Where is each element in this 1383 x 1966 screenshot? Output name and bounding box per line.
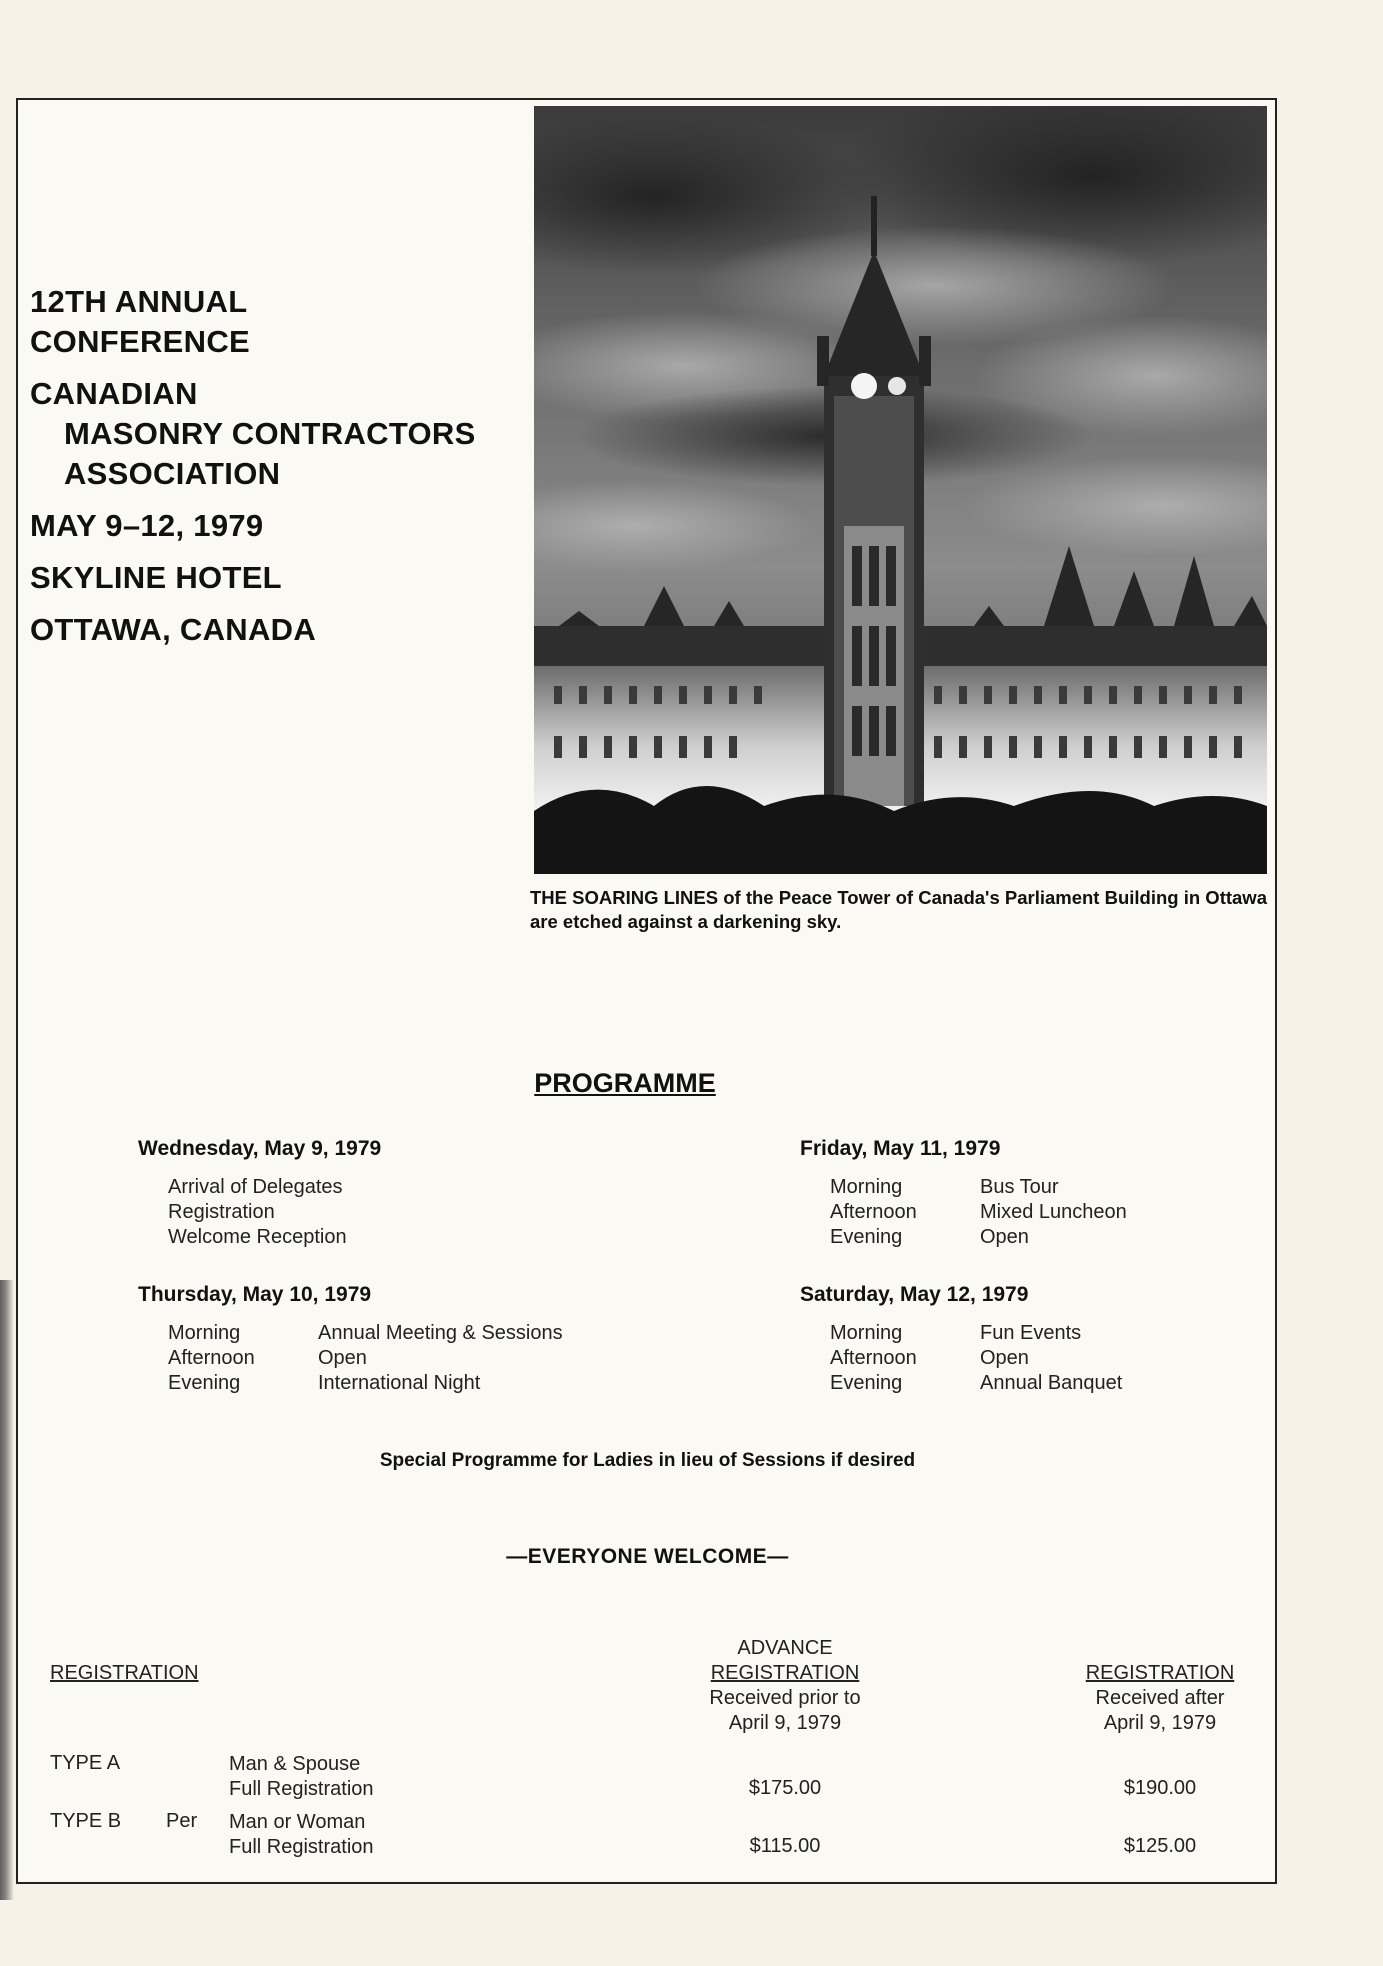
late-registration-header [1060, 1661, 1260, 1736]
time-of-day: Morning [830, 1176, 903, 1198]
day-heading: Friday, May 11, 1979 [800, 1137, 1001, 1160]
conference-venue: SKYLINE HOTEL [30, 560, 282, 595]
day-item [830, 1200, 1127, 1225]
type-a-desc1: Man & Spouse [229, 1753, 361, 1775]
day-saturday [800, 1283, 1122, 1396]
day-item [168, 1321, 563, 1346]
late-sub2: April 9, 1979 [1103, 1712, 1217, 1734]
day-heading: Wednesday, May 9, 1979 [138, 1137, 382, 1160]
day-wednesday [138, 1137, 381, 1250]
day-heading: Saturday, May 12, 1979 [800, 1283, 1029, 1306]
time-of-day: Afternoon [168, 1347, 255, 1369]
day-thursday [138, 1283, 563, 1396]
type-a-advance-price: $175.00 [748, 1777, 822, 1799]
event: Open [980, 1226, 1029, 1248]
time-of-day: Afternoon [830, 1201, 917, 1223]
type-a-late-price: $190.00 [1123, 1777, 1197, 1799]
everyone-welcome: —EVERYONE WELCOME— [506, 1545, 789, 1568]
time-of-day: Evening [168, 1372, 241, 1394]
advance-top: ADVANCE [737, 1637, 833, 1659]
org-line-canadian: CANADIAN [30, 376, 198, 411]
day-item [168, 1371, 563, 1396]
event: Open [980, 1347, 1029, 1369]
event: Open [318, 1347, 367, 1369]
type-a-label: TYPE A [50, 1752, 121, 1774]
advance-sub2: April 9, 1979 [728, 1712, 842, 1734]
page-edge-shadow [0, 1280, 14, 1900]
type-b-desc2: Full Registration [229, 1836, 374, 1858]
time-of-day: Afternoon [830, 1347, 917, 1369]
event: Mixed Luncheon [980, 1201, 1127, 1223]
day-item: Welcome Reception [168, 1226, 347, 1248]
event: Fun Events [980, 1322, 1082, 1344]
day-friday [800, 1137, 1127, 1250]
day-heading: Thursday, May 10, 1979 [138, 1283, 372, 1306]
programme-title: PROGRAMME [534, 1068, 716, 1098]
title-line-conference: CONFERENCE [30, 324, 251, 359]
day-item [830, 1371, 1122, 1396]
day-item [830, 1321, 1122, 1346]
day-item [830, 1175, 1127, 1200]
day-item: Arrival of Delegates [168, 1176, 343, 1198]
type-b-label: TYPE B [50, 1810, 122, 1832]
org-line-masonry: MASONRY CONTRACTORS [64, 416, 476, 451]
type-a-description [229, 1752, 374, 1802]
day-item [830, 1346, 1122, 1371]
time-of-day: Evening [830, 1226, 903, 1248]
type-b-advance-price: $115.00 [749, 1835, 821, 1857]
day-item [830, 1225, 1127, 1250]
conference-city: OTTAWA, CANADA [30, 612, 317, 647]
advance-registration-header [680, 1636, 890, 1736]
time-of-day: Evening [830, 1372, 903, 1394]
conference-title-block [30, 282, 550, 650]
special-programme-note: Special Programme for Ladies in lieu of Sessions if desired [379, 1450, 916, 1471]
registration-label: REGISTRATION [50, 1662, 199, 1684]
type-b-desc1: Man or Woman [229, 1811, 366, 1833]
photo-caption: THE SOARING LINES of the Peace Tower of Canada's Parliament Building in Ottawa are etched against a darkening sky. [530, 887, 1267, 932]
day-item [168, 1346, 563, 1371]
event: International Night [318, 1372, 481, 1394]
advance-sub1: Received prior to [709, 1687, 861, 1709]
event: Annual Meeting & Sessions [318, 1322, 563, 1344]
title-line-annual: 12TH ANNUAL [30, 284, 248, 319]
time-of-day: Morning [830, 1322, 903, 1344]
org-line-association: ASSOCIATION [64, 456, 281, 491]
event: Bus Tour [980, 1176, 1059, 1198]
late-label: REGISTRATION [1085, 1662, 1235, 1684]
type-b-per: Per [166, 1810, 198, 1832]
peace-tower-photo [534, 106, 1267, 874]
advance-label: REGISTRATION [710, 1662, 860, 1684]
type-b-late-price: $125.00 [1123, 1835, 1197, 1857]
event: Annual Banquet [980, 1372, 1123, 1394]
type-b-description [229, 1810, 374, 1860]
time-of-day: Morning [168, 1322, 241, 1344]
peace-tower-illustration [534, 106, 1267, 874]
type-a-desc2: Full Registration [229, 1778, 374, 1800]
day-item: Registration [168, 1201, 275, 1223]
conference-dates: MAY 9–12, 1979 [30, 508, 264, 543]
late-sub1: Received after [1095, 1687, 1225, 1709]
